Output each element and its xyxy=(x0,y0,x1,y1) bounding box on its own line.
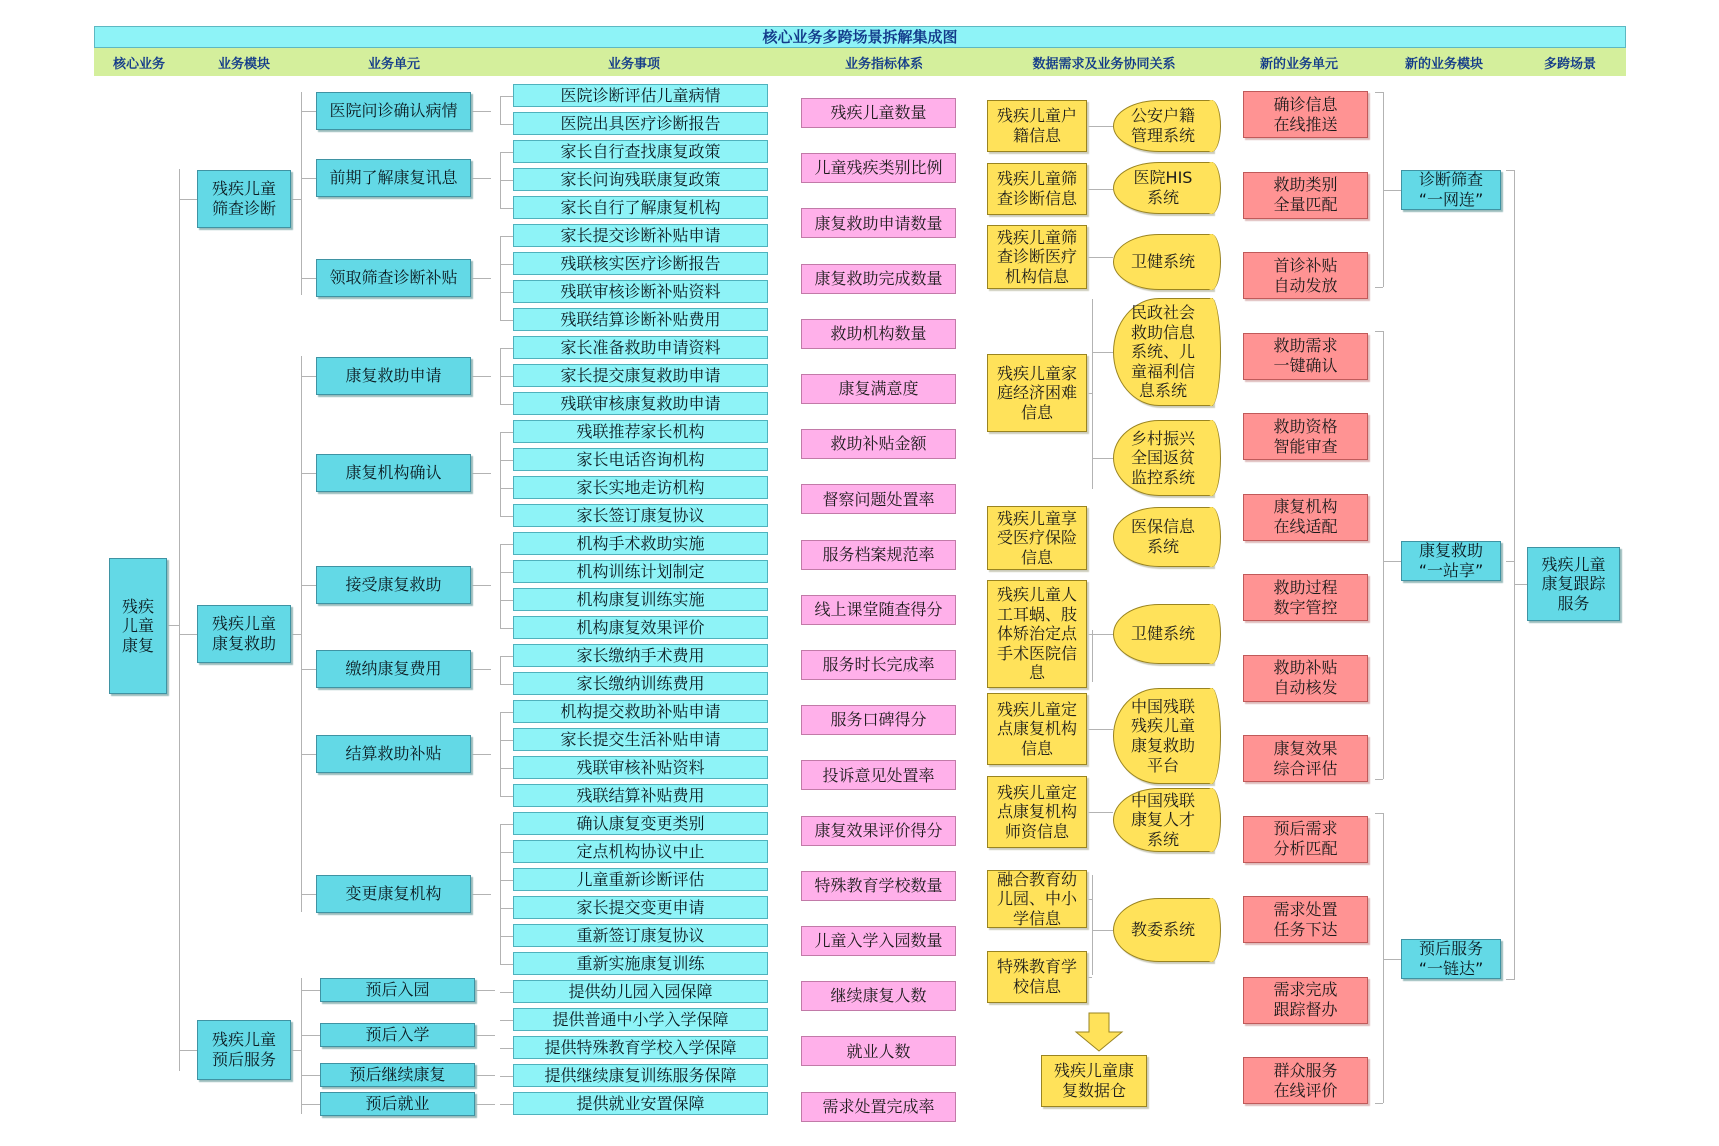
connector-line xyxy=(500,1020,513,1021)
connector-line xyxy=(500,320,513,321)
column-header: 新的业务模块 xyxy=(1404,56,1483,72)
diagram-title: 核心业务多跨场景拆解集成图 xyxy=(94,26,1626,48)
connector-line xyxy=(500,264,513,265)
connector-line xyxy=(500,852,513,853)
item-box: 家长签订康复协议 xyxy=(513,504,768,527)
system-box xyxy=(1113,688,1213,784)
column-header: 核心业务 xyxy=(112,56,165,72)
connector-line xyxy=(1383,190,1401,191)
connector-line xyxy=(500,516,513,517)
system-box xyxy=(1113,234,1213,290)
connector-line xyxy=(1087,189,1113,190)
system-box xyxy=(1113,788,1213,852)
column-header: 业务单元 xyxy=(367,56,420,72)
indicator-box: 线上课堂随查得分 xyxy=(801,595,956,625)
connector-line xyxy=(500,908,513,909)
system-box-label: 医院HIS 系统 xyxy=(1133,168,1193,207)
item-box: 定点机构协议中止 xyxy=(513,840,768,863)
new-unit-box: 救助补贴 自动核发 xyxy=(1243,655,1368,702)
item-box: 家长缴纳训练费用 xyxy=(513,672,768,695)
new-unit-box: 首诊补贴 自动发放 xyxy=(1243,252,1368,299)
connector-line xyxy=(179,169,180,1071)
item-box: 机构提交救助补贴申请 xyxy=(513,700,768,723)
system-box-label: 民政社会 救助信息 系统、儿 童福利信 息系统 xyxy=(1130,303,1195,401)
indicator-box: 残疾儿童数量 xyxy=(801,98,956,128)
connector-line xyxy=(291,199,301,200)
module-box: 残疾儿童 预后服务 xyxy=(197,1020,291,1080)
unit-box: 预后就业 xyxy=(320,1092,475,1116)
system-box xyxy=(1113,162,1213,214)
connector-line xyxy=(1383,331,1384,779)
indicator-box: 需求处置完成率 xyxy=(801,1092,956,1122)
connector-line xyxy=(500,796,513,797)
connector-line xyxy=(500,712,513,713)
system-box-label: 中国残联 康复人才 系统 xyxy=(1130,790,1195,849)
system-box xyxy=(1113,898,1213,962)
new-unit-box: 康复机构 在线适配 xyxy=(1243,494,1368,541)
new-module-box: 预后服务 “一链达” xyxy=(1401,939,1501,979)
connector-line xyxy=(301,1104,320,1105)
connector-line xyxy=(1383,959,1401,960)
connector-line xyxy=(1514,170,1515,980)
item-box: 机构康复效果评价 xyxy=(513,616,768,639)
connector-line xyxy=(500,124,513,125)
connector-line xyxy=(471,669,491,670)
indicator-box: 康复救助完成数量 xyxy=(801,264,956,294)
data-need-box: 残疾儿童人 工耳蜗、肢 体矫治定点 手术医院信 息 xyxy=(987,580,1087,688)
connector-line xyxy=(1087,393,1092,394)
new-unit-box: 群众服务 在线评价 xyxy=(1243,1057,1368,1104)
item-box: 残联审核康复救助申请 xyxy=(513,392,768,415)
data-need-box: 残疾儿童户 籍信息 xyxy=(987,100,1087,152)
connector-line xyxy=(1092,634,1113,635)
core-business-box: 残疾 儿童 康复 xyxy=(109,558,167,694)
item-box: 家长电话咨询机构 xyxy=(513,448,768,471)
data-need-box: 残疾儿童定 点康复机构 师资信息 xyxy=(987,776,1087,848)
connector-line xyxy=(500,96,501,124)
new-unit-box: 救助资格 智能审查 xyxy=(1243,413,1368,460)
connector-line xyxy=(291,1050,301,1051)
connector-line xyxy=(1092,630,1093,682)
item-box: 家长提交康复救助申请 xyxy=(513,364,768,387)
connector-line xyxy=(500,1076,513,1077)
unit-box: 康复救助申请 xyxy=(316,357,471,395)
connector-line xyxy=(500,96,513,97)
item-box: 机构训练计划制定 xyxy=(513,560,768,583)
system-box-label: 乡村振兴 全国返贫 监控系统 xyxy=(1130,428,1195,487)
item-box: 医院出具医疗诊断报告 xyxy=(513,112,768,135)
connector-line xyxy=(301,585,316,586)
connector-line xyxy=(1087,126,1113,127)
connector-line xyxy=(475,1104,495,1105)
connector-line xyxy=(500,348,513,349)
connector-line xyxy=(301,1075,320,1076)
new-unit-box: 康复效果 综合评估 xyxy=(1243,735,1368,782)
connector-line xyxy=(500,656,513,657)
unit-box: 接受康复救助 xyxy=(316,566,471,604)
connector-line xyxy=(500,544,513,545)
connector-line xyxy=(301,754,316,755)
item-box: 家长提交诊断补贴申请 xyxy=(513,224,768,247)
item-box: 家长准备救助申请资料 xyxy=(513,336,768,359)
data-need-box: 融合教育幼 儿园、中小 学信息 xyxy=(987,870,1087,928)
connector-line xyxy=(301,894,316,895)
indicator-box: 救助机构数量 xyxy=(801,319,956,349)
connector-line xyxy=(475,1075,495,1076)
column-header: 业务事项 xyxy=(607,56,660,72)
indicator-box: 儿童残疾类别比例 xyxy=(801,153,956,183)
indicator-box: 督察问题处置率 xyxy=(801,484,956,514)
unit-box: 预后入学 xyxy=(320,1023,475,1047)
connector-line xyxy=(475,990,495,991)
system-box xyxy=(1113,507,1213,567)
connector-line xyxy=(500,208,513,209)
indicator-box: 救助补贴金额 xyxy=(801,429,956,459)
connector-line xyxy=(500,404,513,405)
connector-line xyxy=(1375,287,1383,288)
connector-line xyxy=(500,376,513,377)
connector-line xyxy=(167,625,179,626)
item-box: 提供特殊教育学校入学保障 xyxy=(513,1036,768,1059)
indicator-box: 就业人数 xyxy=(801,1036,956,1066)
connector-line xyxy=(471,278,491,279)
connector-line xyxy=(1087,977,1092,978)
connector-line xyxy=(471,585,491,586)
connector-line xyxy=(1087,899,1092,900)
connector-line xyxy=(1506,170,1514,171)
connector-line xyxy=(500,628,513,629)
column-header: 数据需求及业务协同关系 xyxy=(1032,56,1176,72)
system-box xyxy=(1113,604,1213,664)
connector-line xyxy=(301,1035,320,1036)
item-box: 家长提交变更申请 xyxy=(513,896,768,919)
item-box: 残联审核补贴资料 xyxy=(513,756,768,779)
system-box xyxy=(1113,420,1213,496)
connector-line xyxy=(1375,331,1383,332)
data-need-box: 残疾儿童筛 查诊断信息 xyxy=(987,163,1087,215)
connector-line xyxy=(500,432,513,433)
unit-box: 领取筛查诊断补贴 xyxy=(316,259,471,297)
connector-line xyxy=(500,292,513,293)
item-box: 家长实地走访机构 xyxy=(513,476,768,499)
data-need-box: 特殊教育学 校信息 xyxy=(987,951,1087,1003)
connector-line xyxy=(471,754,491,755)
connector-line xyxy=(1506,979,1514,980)
item-box: 提供幼儿园入园保障 xyxy=(513,980,768,1003)
connector-line xyxy=(1087,257,1113,258)
connector-line xyxy=(500,544,501,628)
connector-line xyxy=(471,376,491,377)
connector-line xyxy=(1375,92,1383,93)
connector-line xyxy=(301,356,302,912)
new-unit-box: 救助过程 数字管控 xyxy=(1243,574,1368,621)
connector-line xyxy=(301,669,316,670)
connector-line xyxy=(500,740,513,741)
connector-line xyxy=(1092,930,1113,931)
data-need-box: 残疾儿童享 受医疗保险 信息 xyxy=(987,506,1087,570)
connector-line xyxy=(301,178,316,179)
new-unit-box: 救助类别 全量匹配 xyxy=(1243,172,1368,219)
item-box: 家长自行查找康复政策 xyxy=(513,140,768,163)
new-unit-box: 需求处置 任务下达 xyxy=(1243,896,1368,943)
connector-line xyxy=(500,236,501,320)
indicator-box: 投诉意见处置率 xyxy=(801,760,956,790)
module-box: 残疾儿童 筛查诊断 xyxy=(197,170,291,228)
connector-line xyxy=(500,992,513,993)
indicator-box: 康复满意度 xyxy=(801,374,956,404)
connector-line xyxy=(500,684,513,685)
connector-line xyxy=(500,768,513,769)
indicator-box: 康复效果评价得分 xyxy=(801,816,956,846)
system-box-label: 卫健系统 xyxy=(1130,252,1195,272)
unit-box: 医院问诊确认病情 xyxy=(316,92,471,130)
item-box: 家长问询残联康复政策 xyxy=(513,168,768,191)
unit-box: 康复机构确认 xyxy=(316,454,471,492)
data-need-box: 残疾儿童家 庭经济困难 信息 xyxy=(987,354,1087,432)
item-box: 机构手术救助实施 xyxy=(513,532,768,555)
item-box: 提供继续康复训练服务保障 xyxy=(513,1064,768,1087)
item-box: 家长自行了解康复机构 xyxy=(513,196,768,219)
unit-box: 预后继续康复 xyxy=(320,1063,475,1087)
system-box-label: 医保信息 系统 xyxy=(1130,517,1195,556)
connector-line xyxy=(1375,813,1383,814)
connector-line xyxy=(500,824,501,964)
connector-line xyxy=(500,936,513,937)
connector-line xyxy=(1383,561,1401,562)
unit-box: 缴纳康复费用 xyxy=(316,650,471,688)
indicator-box: 继续康复人数 xyxy=(801,981,956,1011)
data-need-box: 残疾儿童筛 查诊断医疗 机构信息 xyxy=(987,225,1087,289)
connector-line xyxy=(301,473,316,474)
indicator-box: 特殊教育学校数量 xyxy=(801,871,956,901)
indicator-box: 服务时长完成率 xyxy=(801,650,956,680)
item-box: 儿童重新诊断评估 xyxy=(513,868,768,891)
item-box: 重新实施康复训练 xyxy=(513,952,768,975)
item-box: 医院诊断评估儿童病情 xyxy=(513,84,768,107)
connector-line xyxy=(1092,352,1113,353)
connector-line xyxy=(1506,561,1514,562)
connector-line xyxy=(1087,812,1113,813)
connector-line xyxy=(500,572,513,573)
down-arrow-icon xyxy=(1074,1012,1124,1052)
scenario-box: 残疾儿童 康复跟踪 服务 xyxy=(1527,547,1620,621)
item-box: 家长提交生活补贴申请 xyxy=(513,728,768,751)
connector-line xyxy=(500,152,513,153)
connector-line xyxy=(471,894,491,895)
connector-line xyxy=(500,488,513,489)
item-box: 家长缴纳手术费用 xyxy=(513,644,768,667)
item-box: 提供普通中小学入学保障 xyxy=(513,1008,768,1031)
connector-line xyxy=(1092,875,1093,975)
connector-line xyxy=(500,824,513,825)
column-header: 业务指标体系 xyxy=(844,56,923,72)
connector-line xyxy=(500,432,501,516)
connector-line xyxy=(179,199,197,200)
item-box: 残联核实医疗诊断报告 xyxy=(513,252,768,275)
new-unit-box: 确诊信息 在线推送 xyxy=(1243,91,1368,138)
column-header: 多跨场景 xyxy=(1543,56,1596,72)
indicator-box: 服务口碑得分 xyxy=(801,705,956,735)
module-box: 残疾儿童 康复救助 xyxy=(197,605,291,663)
item-box: 机构康复训练实施 xyxy=(513,588,768,611)
connector-line xyxy=(1383,813,1384,1103)
item-box: 重新签订康复协议 xyxy=(513,924,768,947)
connector-line xyxy=(301,92,302,295)
unit-box: 前期了解康复讯息 xyxy=(316,159,471,197)
item-box: 残联推荐家长机构 xyxy=(513,420,768,443)
system-box-label: 卫健系统 xyxy=(1130,624,1195,644)
item-box: 残联结算诊断补贴费用 xyxy=(513,308,768,331)
connector-line xyxy=(500,712,501,796)
connector-line xyxy=(500,656,501,684)
connector-line xyxy=(1514,584,1527,585)
connector-line xyxy=(301,978,302,1114)
system-box xyxy=(1113,100,1213,152)
system-box-label: 中国残联 残疾儿童 康复救助 平台 xyxy=(1130,696,1195,775)
data-need-box: 残疾儿童定 点康复机构 信息 xyxy=(987,693,1087,765)
item-box: 残联审核诊断补贴资料 xyxy=(513,280,768,303)
connector-line xyxy=(301,376,316,377)
new-unit-box: 预后需求 分析匹配 xyxy=(1243,816,1368,863)
unit-box: 结算救助补贴 xyxy=(316,735,471,773)
item-box: 确认康复变更类别 xyxy=(513,812,768,835)
indicator-box: 服务档案规范率 xyxy=(801,540,956,570)
connector-line xyxy=(500,180,513,181)
item-box: 残联结算补贴费用 xyxy=(513,784,768,807)
connector-line xyxy=(301,278,316,279)
unit-box: 变更康复机构 xyxy=(316,875,471,913)
connector-line xyxy=(301,990,320,991)
system-box xyxy=(1113,298,1213,406)
new-unit-box: 救助需求 一键确认 xyxy=(1243,333,1368,380)
column-header: 新的业务单元 xyxy=(1259,56,1338,72)
connector-line xyxy=(500,1104,513,1105)
new-module-box: 康复救助 “一站享” xyxy=(1401,541,1501,581)
connector-line xyxy=(1092,299,1093,489)
connector-line xyxy=(471,178,491,179)
indicator-box: 康复救助申请数量 xyxy=(801,208,956,238)
item-box: 提供就业安置保障 xyxy=(513,1092,768,1115)
connector-line xyxy=(500,236,513,237)
connector-line xyxy=(500,880,513,881)
indicator-box: 儿童入学入园数量 xyxy=(801,926,956,956)
connector-line xyxy=(1375,1103,1383,1104)
system-box-label: 教委系统 xyxy=(1130,920,1195,940)
new-unit-box: 需求完成 跟踪督办 xyxy=(1243,977,1368,1024)
connector-line xyxy=(1087,729,1113,730)
connector-line xyxy=(471,473,491,474)
connector-line xyxy=(500,600,513,601)
connector-line xyxy=(500,1048,513,1049)
new-module-box: 诊断筛查 “一网连” xyxy=(1401,170,1501,210)
connector-line xyxy=(301,111,316,112)
connector-line xyxy=(500,964,513,965)
connector-line xyxy=(471,111,491,112)
system-box-label: 公安户籍 管理系统 xyxy=(1130,106,1195,145)
connector-line xyxy=(1375,779,1383,780)
connector-line xyxy=(1092,458,1113,459)
column-header: 业务模块 xyxy=(217,56,270,72)
connector-line xyxy=(500,460,513,461)
connector-line xyxy=(179,634,197,635)
connector-line xyxy=(475,1035,495,1036)
unit-box: 预后入园 xyxy=(320,978,475,1002)
connector-line xyxy=(179,1050,197,1051)
connector-line xyxy=(291,634,301,635)
data-warehouse-box: 残疾儿童康 复数据仓 xyxy=(1041,1055,1147,1107)
